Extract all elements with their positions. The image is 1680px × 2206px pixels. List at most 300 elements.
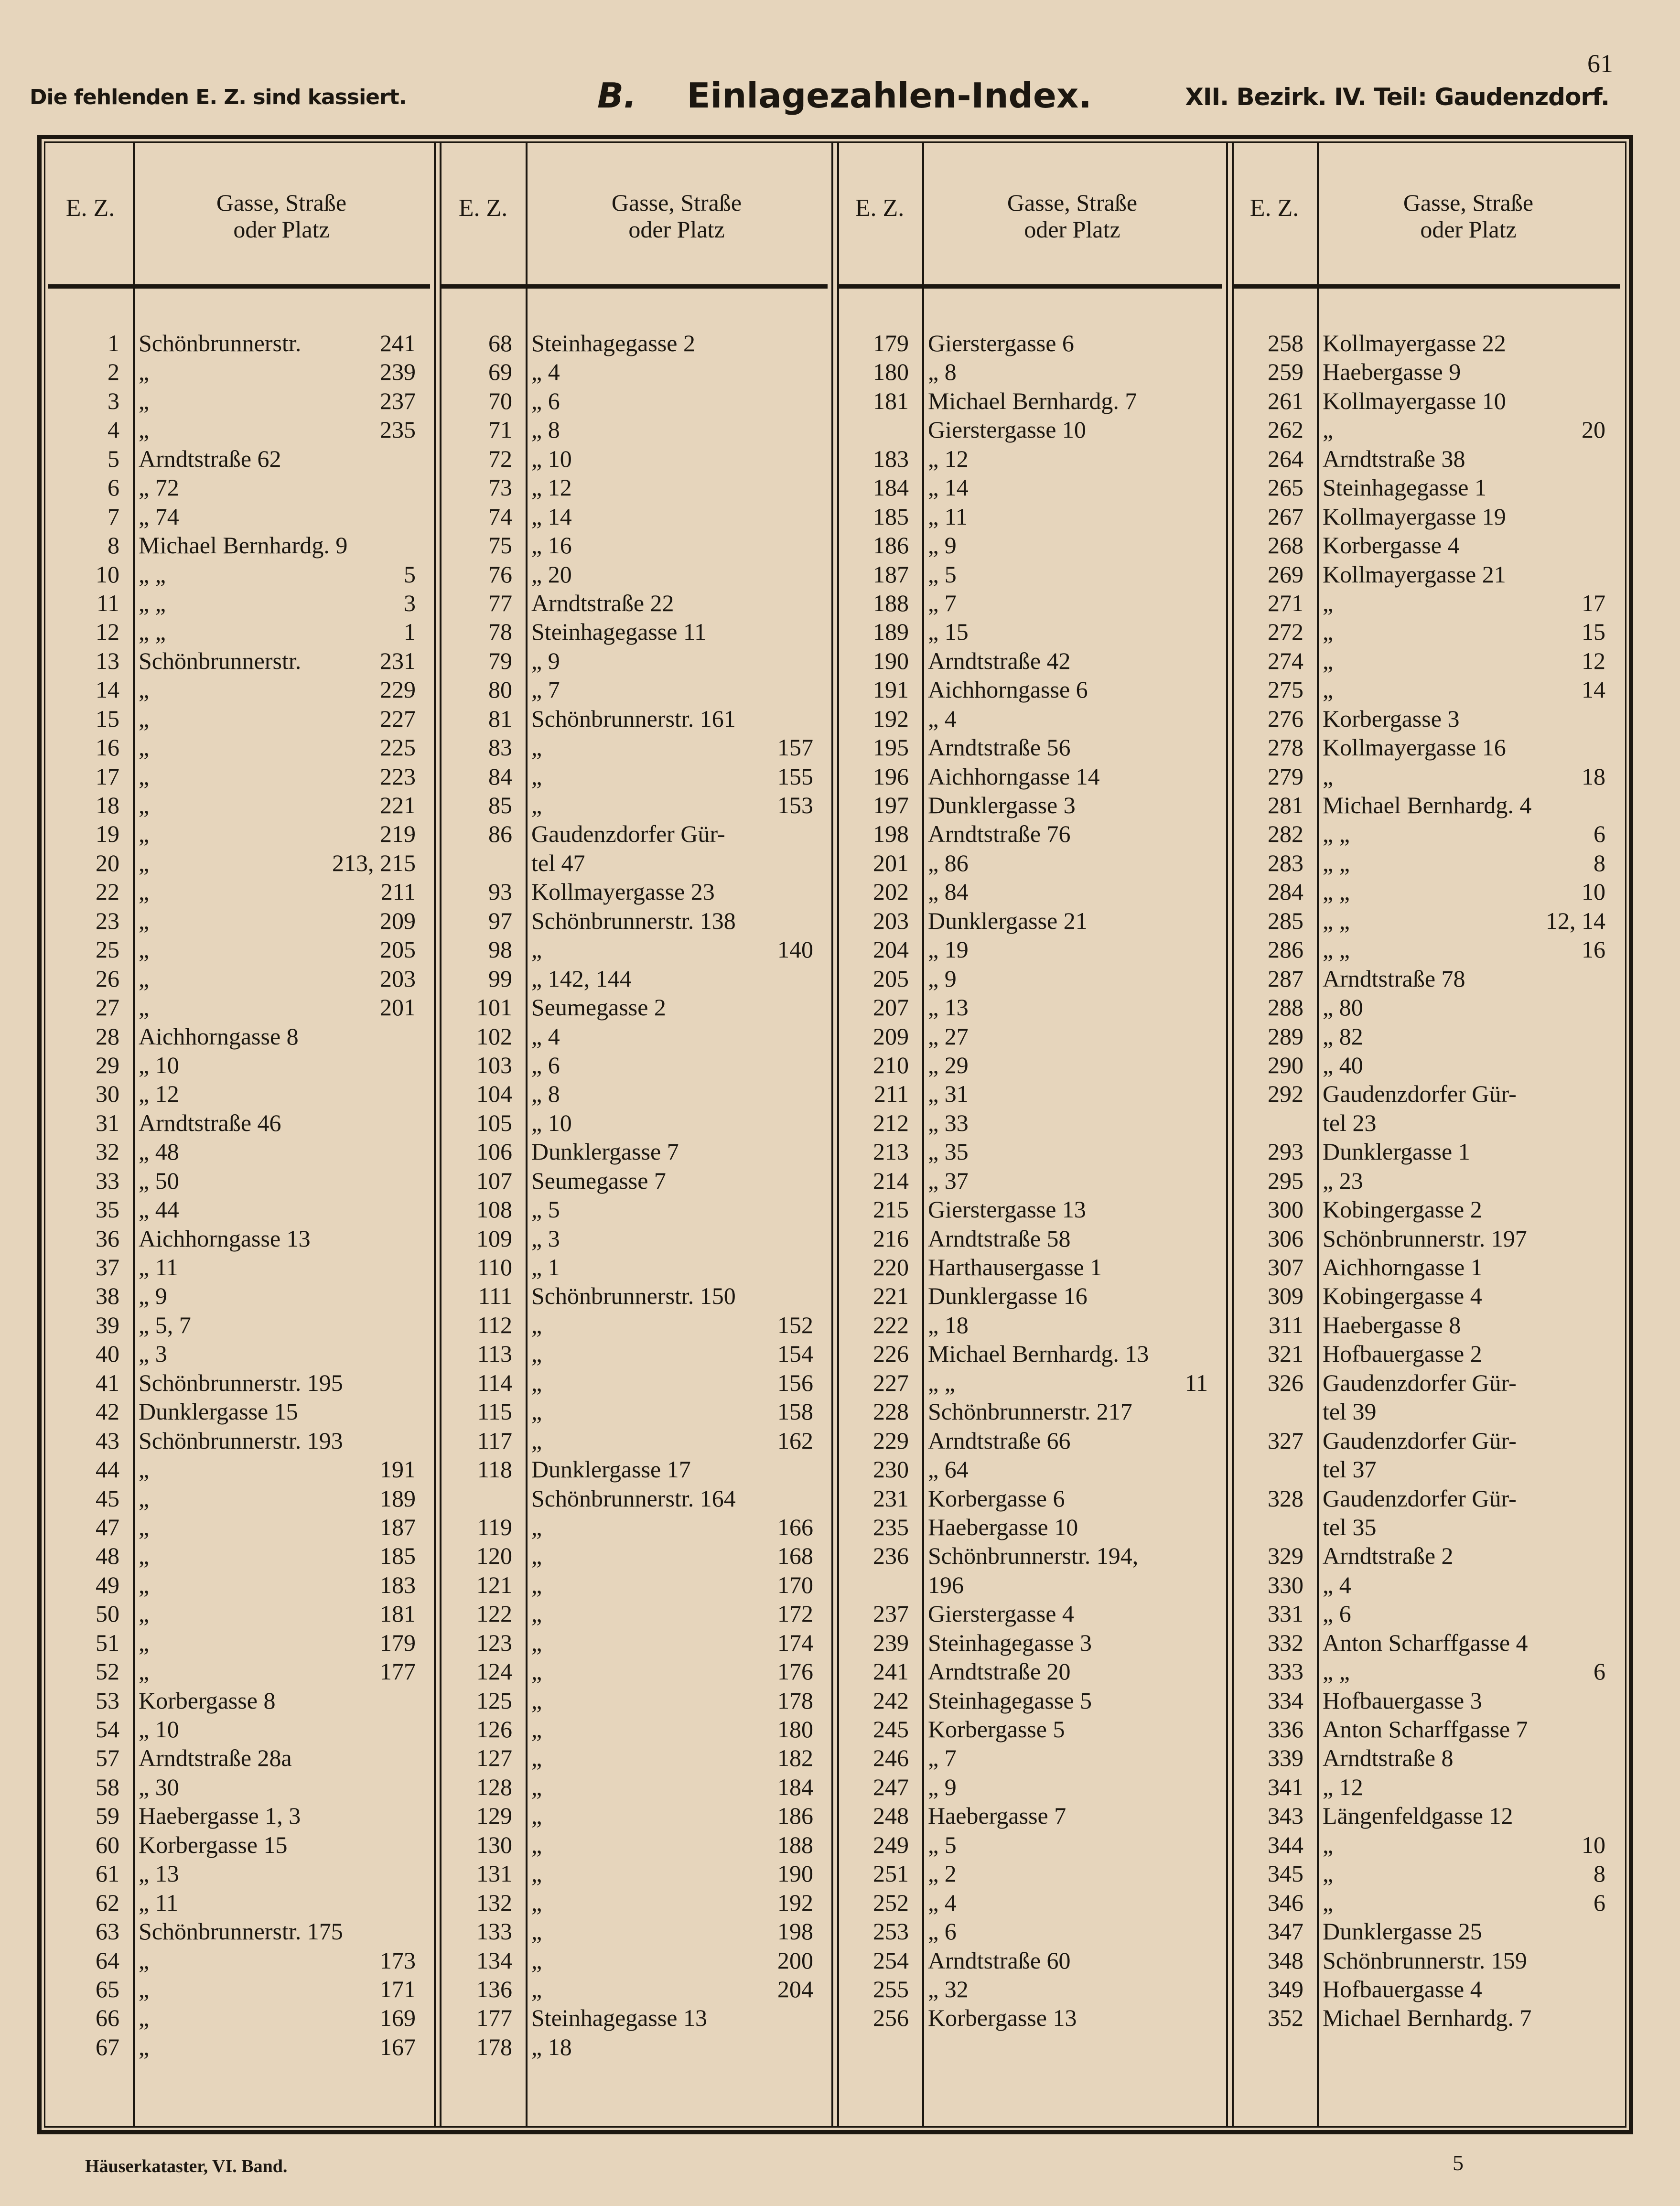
- column-header-ez: E. Z.: [855, 194, 905, 222]
- ez-number: 29: [96, 1051, 119, 1078]
- street-name: „: [531, 1975, 542, 2002]
- ez-number: 79: [488, 647, 512, 674]
- ez-number: 306: [1268, 1225, 1303, 1252]
- street-cell: [531, 1426, 813, 1455]
- street-cell: [531, 1455, 813, 1484]
- ez-number: 62: [96, 1889, 119, 1916]
- house-number: 187: [380, 1513, 416, 1540]
- ez-number: 179: [873, 330, 909, 356]
- ez-number: 282: [1268, 820, 1303, 848]
- street-cell: [928, 791, 1208, 819]
- street-name: Aichhorngasse 8: [139, 1022, 299, 1050]
- street-cell: [1323, 357, 1605, 386]
- ez-number: 345: [1268, 1860, 1303, 1887]
- ez-number: 261: [1268, 387, 1303, 414]
- house-number: 140: [777, 936, 813, 963]
- table-rows: [48, 329, 430, 2061]
- street-name: „ 44: [139, 1196, 179, 1223]
- street-cell: [928, 2003, 1208, 2032]
- ez-number: 180: [873, 358, 909, 386]
- street-cell: [139, 473, 416, 502]
- table-row: [1232, 1022, 1620, 1051]
- street-name: Gaudenzdorfer Gür-: [1323, 1369, 1517, 1396]
- street-cell: [531, 935, 813, 964]
- street-name: Dunklergasse 7: [531, 1138, 679, 1165]
- ez-number: 214: [873, 1167, 909, 1194]
- table-row: [441, 1946, 828, 1975]
- street-cell: [928, 1079, 1208, 1108]
- table-row: [48, 357, 430, 386]
- table-row: [1232, 1599, 1620, 1628]
- street-name: „: [139, 416, 150, 443]
- ez-number: 67: [96, 2033, 119, 2060]
- ez-number: 25: [96, 936, 119, 963]
- street-cell: [531, 646, 813, 675]
- street-name: „ 18: [531, 2033, 572, 2060]
- street-name: „ 12: [1323, 1773, 1363, 1800]
- street-name: „ 4: [531, 358, 560, 386]
- ez-number: 37: [96, 1254, 119, 1281]
- table-row: [837, 1224, 1222, 1253]
- street-name: Schönbrunnerstr. 193: [139, 1427, 343, 1454]
- street-name: Dunklergasse 3: [928, 792, 1076, 818]
- street-cell: [139, 1022, 416, 1051]
- table-row: [1232, 935, 1620, 964]
- street-cell: [928, 1224, 1208, 1253]
- street-name: Dunklergasse 25: [1323, 1918, 1482, 1945]
- ez-number: 288: [1268, 994, 1303, 1021]
- street-cell: [139, 1917, 416, 1946]
- street-name: Arndtstraße 46: [139, 1109, 281, 1136]
- ez-number: 177: [476, 2004, 512, 2032]
- street-name: Dunklergasse 17: [531, 1456, 691, 1483]
- house-number: 14: [1582, 676, 1605, 703]
- street-name: „ 50: [139, 1167, 179, 1194]
- ez-number: 279: [1268, 763, 1303, 790]
- street-cell: [531, 1253, 813, 1281]
- street-name: Arndtstraße 8: [1323, 1744, 1454, 1772]
- street-cell: [1323, 964, 1605, 993]
- street-name: „ 13: [928, 994, 969, 1021]
- page-title: [597, 75, 1092, 116]
- house-number: 167: [380, 2033, 416, 2060]
- ez-number: 231: [873, 1485, 909, 1512]
- table-row: [837, 1455, 1222, 1484]
- column-header-street-line2: oder Platz: [233, 216, 330, 243]
- street-name: Schönbrunnerstr. 164: [531, 1485, 736, 1512]
- street-name: Gierstergasse 10: [928, 416, 1086, 443]
- street-name: „ 7: [928, 589, 957, 616]
- table-row: [441, 1917, 828, 1946]
- table-row: [48, 819, 430, 848]
- ez-number: 65: [96, 1975, 119, 2002]
- ez-number: 7: [108, 503, 119, 530]
- table-row: [837, 1541, 1222, 1570]
- street-name: Kollmayergasse 22: [1323, 330, 1506, 356]
- street-cell: [928, 1888, 1208, 1917]
- table-row: [1232, 387, 1620, 415]
- street-name: Korbergasse 4: [1323, 532, 1460, 559]
- street-cell: [1323, 1484, 1605, 1513]
- ez-number: 38: [96, 1282, 119, 1310]
- ez-number: 187: [873, 560, 909, 588]
- table-row: [837, 531, 1222, 560]
- table-row: [1232, 1339, 1620, 1368]
- table-row: [48, 993, 430, 1022]
- street-cell: [531, 1743, 813, 1772]
- street-cell: [139, 993, 416, 1022]
- ez-number: 41: [96, 1369, 119, 1396]
- house-number: 6: [1594, 1658, 1605, 1685]
- street-cell: [139, 762, 416, 791]
- table-row: [1232, 1051, 1620, 1079]
- street-name: „ 4: [928, 1889, 957, 1916]
- street-name: Dunklergasse 1: [1323, 1138, 1470, 1165]
- house-number: 20: [1582, 416, 1605, 443]
- ez-number: 68: [488, 330, 512, 356]
- table-header: [1232, 141, 1620, 289]
- house-number: 198: [777, 1918, 813, 1945]
- ez-number: 8: [108, 532, 119, 559]
- ez-number: 75: [488, 532, 512, 559]
- ez-number: 83: [488, 734, 512, 761]
- house-number: 169: [380, 2004, 416, 2032]
- street-name: „ 5, 7: [139, 1311, 191, 1338]
- street-cell: [928, 762, 1208, 791]
- header-note: Die fehlenden E. Z. sind kassiert.: [30, 85, 407, 109]
- table-row: [48, 1311, 430, 1339]
- house-number: 12: [1582, 647, 1605, 674]
- ez-number: 221: [873, 1282, 909, 1310]
- house-number: 231: [380, 647, 416, 674]
- house-number: 181: [380, 1600, 416, 1627]
- ez-number: 349: [1268, 1975, 1303, 2002]
- street-cell: [1323, 646, 1605, 675]
- table-row: [48, 1657, 430, 1686]
- table-row: [837, 617, 1222, 646]
- street-cell: [1323, 387, 1605, 415]
- street-name: Michael Bernhardg. 13: [928, 1340, 1149, 1367]
- table-block-1: [48, 141, 430, 2128]
- street-cell: [928, 1743, 1208, 1772]
- table-row: [1232, 1166, 1620, 1195]
- ez-number: 33: [96, 1167, 119, 1194]
- street-cell: [1323, 877, 1605, 906]
- street-name: „: [1323, 416, 1334, 443]
- table-row: [441, 1051, 828, 1079]
- table-row: [48, 675, 430, 704]
- table-row: [441, 1541, 828, 1570]
- ez-number: 109: [476, 1225, 512, 1252]
- street-cell: [1323, 1975, 1605, 2003]
- ez-number: 13: [96, 647, 119, 674]
- table-row: [48, 1773, 430, 1801]
- street-cell: [531, 1830, 813, 1859]
- table-row: [837, 1773, 1222, 1801]
- street-cell: [1323, 2003, 1605, 2032]
- street-cell: [531, 1339, 813, 1368]
- table-row: [837, 1051, 1222, 1079]
- street-name: „ 4: [531, 1022, 560, 1050]
- ez-number: 107: [476, 1167, 512, 1194]
- table-row: [837, 415, 1222, 444]
- table-row: [1232, 704, 1620, 733]
- column-header-ez: E. Z.: [458, 194, 508, 222]
- house-number: 176: [777, 1658, 813, 1685]
- table-row: [837, 1484, 1222, 1513]
- ez-number: 265: [1268, 474, 1303, 501]
- ez-number: 66: [96, 2004, 119, 2032]
- street-cell: [928, 1368, 1208, 1397]
- house-number: 154: [777, 1340, 813, 1367]
- street-name: „: [531, 1831, 542, 1858]
- street-cell: [139, 906, 416, 935]
- street-name: Harthausergasse 1: [928, 1254, 1102, 1281]
- street-name: Steinhagegasse 2: [531, 330, 695, 356]
- table-row: [837, 444, 1222, 473]
- street-cell: [1323, 1830, 1605, 1859]
- table-row: [1232, 444, 1620, 473]
- street-name: „ „: [1323, 849, 1350, 876]
- ez-number: 52: [96, 1658, 119, 1685]
- ez-number: 334: [1268, 1687, 1303, 1714]
- table-row: [837, 1946, 1222, 1975]
- street-name: „: [139, 1456, 150, 1483]
- street-cell: [139, 791, 416, 819]
- house-number: 172: [777, 1600, 813, 1627]
- street-name: Anton Scharffgasse 4: [1323, 1629, 1528, 1656]
- street-cell: [1323, 675, 1605, 704]
- street-cell: [1323, 1397, 1605, 1426]
- street-cell: [1323, 1022, 1605, 1051]
- table-row: [1232, 1397, 1620, 1426]
- table-row: [837, 589, 1222, 617]
- table-row: [48, 1686, 430, 1715]
- street-name: „: [531, 1716, 542, 1743]
- ez-number: 18: [96, 792, 119, 818]
- street-cell: [928, 1166, 1208, 1195]
- street-name: „ 10: [139, 1716, 179, 1743]
- street-name: Arndtstraße 22: [531, 589, 674, 616]
- table-row: [837, 1599, 1222, 1628]
- ez-number: 125: [476, 1687, 512, 1714]
- table-row: [48, 1397, 430, 1426]
- house-number: 5: [404, 560, 416, 588]
- ez-number: 20: [96, 849, 119, 876]
- street-cell: [139, 502, 416, 531]
- table-row: [1232, 1571, 1620, 1599]
- house-number: 203: [380, 965, 416, 992]
- street-cell: [531, 2033, 813, 2061]
- street-cell: [139, 617, 416, 646]
- table-row: [837, 1281, 1222, 1310]
- street-name: „ 64: [928, 1456, 969, 1483]
- table-row: [441, 1311, 828, 1339]
- ez-number: 99: [488, 965, 512, 992]
- table-row: [1232, 1917, 1620, 1946]
- street-name: „ 1: [531, 1254, 560, 1281]
- ez-number: 36: [96, 1225, 119, 1252]
- ez-number: 211: [873, 1080, 909, 1108]
- street-cell: [531, 1079, 813, 1108]
- table-row: [48, 1946, 430, 1975]
- table-row: [48, 1484, 430, 1513]
- table-row: [1232, 1686, 1620, 1715]
- table-row: [441, 1195, 828, 1224]
- street-name: „: [139, 1485, 150, 1512]
- street-cell: [139, 357, 416, 386]
- street-name: „: [531, 1513, 542, 1540]
- ez-number: 186: [873, 532, 909, 559]
- table-row: [48, 1455, 430, 1484]
- ez-number: 93: [488, 878, 512, 905]
- street-name: „: [139, 2004, 150, 2032]
- street-cell: [531, 589, 813, 617]
- street-cell: [139, 1571, 416, 1599]
- table-row: [48, 387, 430, 415]
- street-name: „ 3: [531, 1225, 560, 1252]
- street-name: Schönbrunnerstr.: [139, 647, 302, 674]
- street-cell: [139, 1426, 416, 1455]
- street-cell: [139, 1051, 416, 1079]
- street-cell: [139, 1108, 416, 1137]
- street-name: Michael Bernhardg. 7: [928, 387, 1137, 414]
- street-cell: [531, 444, 813, 473]
- street-cell: [928, 1773, 1208, 1801]
- table-row: [1232, 1541, 1620, 1570]
- street-cell: [531, 1571, 813, 1599]
- street-cell: [928, 819, 1208, 848]
- ez-number: 347: [1268, 1918, 1303, 1945]
- table-row: [1232, 2003, 1620, 2032]
- street-name: „: [139, 965, 150, 992]
- street-cell: [139, 1888, 416, 1917]
- street-cell: [531, 1022, 813, 1051]
- table-row: [48, 877, 430, 906]
- street-name: Korbergasse 5: [928, 1716, 1065, 1743]
- street-cell: [1323, 1743, 1605, 1772]
- column-header-street-line2: oder Platz: [1024, 216, 1120, 243]
- table-row: [837, 704, 1222, 733]
- street-cell: [1323, 1888, 1605, 1917]
- ez-number: 343: [1268, 1802, 1303, 1829]
- ez-number: 226: [873, 1340, 909, 1367]
- street-name: Gaudenzdorfer Gür-: [531, 820, 725, 848]
- table-row: [48, 906, 430, 935]
- street-cell: [1323, 762, 1605, 791]
- house-number: 171: [380, 1975, 416, 2002]
- street-cell: [531, 473, 813, 502]
- ez-number: 336: [1268, 1716, 1303, 1743]
- ez-number: 58: [96, 1773, 119, 1800]
- street-name: „: [531, 1889, 542, 1916]
- street-name: Aichhorngasse 1: [1323, 1254, 1483, 1281]
- street-cell: [928, 1455, 1208, 1484]
- table-row: [837, 1743, 1222, 1772]
- street-name: „ 72: [139, 474, 179, 501]
- ez-number: 212: [873, 1109, 909, 1136]
- street-cell: [928, 675, 1208, 704]
- ez-number: 16: [96, 734, 119, 761]
- street-name: „ 6: [531, 1051, 560, 1078]
- street-name: Arndtstraße 56: [928, 734, 1071, 761]
- table-row: [48, 646, 430, 675]
- ez-number: 189: [873, 618, 909, 646]
- ez-number: 106: [476, 1138, 512, 1165]
- street-name: „: [139, 734, 150, 761]
- street-cell: [1323, 1686, 1605, 1715]
- table-row: [48, 1571, 430, 1599]
- street-cell: [139, 1513, 416, 1541]
- ez-number: 204: [873, 936, 909, 963]
- street-cell: [531, 675, 813, 704]
- street-name: „ 10: [531, 445, 572, 472]
- ez-number: 35: [96, 1196, 119, 1223]
- ez-number: 274: [1268, 647, 1303, 674]
- house-number: 229: [380, 676, 416, 703]
- table-row: [1232, 849, 1620, 877]
- table-row: [441, 1599, 828, 1628]
- table-row: [1232, 1253, 1620, 1281]
- table-row: [1232, 1628, 1620, 1657]
- table-row: [837, 935, 1222, 964]
- street-name: „ 9: [139, 1282, 167, 1310]
- street-name: Arndtstraße 62: [139, 445, 281, 472]
- ez-number: 103: [476, 1051, 512, 1078]
- street-name: „ 3: [139, 1340, 167, 1367]
- house-number: 204: [777, 1975, 813, 2002]
- street-name: Korbergasse 3: [1323, 705, 1460, 732]
- ez-number: 1: [108, 330, 119, 356]
- street-name: „ 27: [928, 1022, 969, 1050]
- street-name: „ 6: [928, 1918, 957, 1945]
- table-row: [48, 791, 430, 819]
- street-name: „ 142, 144: [531, 965, 632, 992]
- street-cell: [139, 1599, 416, 1628]
- street-name: Arndtstraße 66: [928, 1427, 1071, 1454]
- ez-number: 134: [476, 1947, 512, 1974]
- district-label: XII. Bezirk. IV. Teil: Gaudenzdorf.: [1185, 83, 1609, 111]
- street-cell: [1323, 791, 1605, 819]
- street-name: Arndtstraße 78: [1323, 965, 1465, 992]
- table-row: [48, 1195, 430, 1224]
- ez-number: 329: [1268, 1542, 1303, 1570]
- ez-number: 285: [1268, 907, 1303, 934]
- ez-number: 286: [1268, 936, 1303, 963]
- house-number: 166: [777, 1513, 813, 1540]
- table-row: [441, 357, 828, 386]
- ez-number: 74: [488, 503, 512, 530]
- ez-number: 215: [873, 1196, 909, 1223]
- street-name: Gierstergasse 13: [928, 1196, 1086, 1223]
- ez-number: 15: [96, 705, 119, 732]
- table-row: [48, 2003, 430, 2032]
- street-name: „: [531, 1311, 542, 1338]
- street-name: Haebergasse 7: [928, 1802, 1066, 1829]
- ez-number: 19: [96, 820, 119, 848]
- street-name: 196: [928, 1571, 964, 1598]
- street-cell: [928, 473, 1208, 502]
- street-name: „ 80: [1323, 994, 1363, 1021]
- table-row: [441, 704, 828, 733]
- table-row: [837, 906, 1222, 935]
- street-name: „ 10: [139, 1051, 179, 1078]
- street-name: „: [531, 1542, 542, 1570]
- street-name: „ 82: [1323, 1022, 1363, 1050]
- street-cell: [928, 993, 1208, 1022]
- ez-number: 289: [1268, 1022, 1303, 1050]
- ez-number: 248: [873, 1802, 909, 1829]
